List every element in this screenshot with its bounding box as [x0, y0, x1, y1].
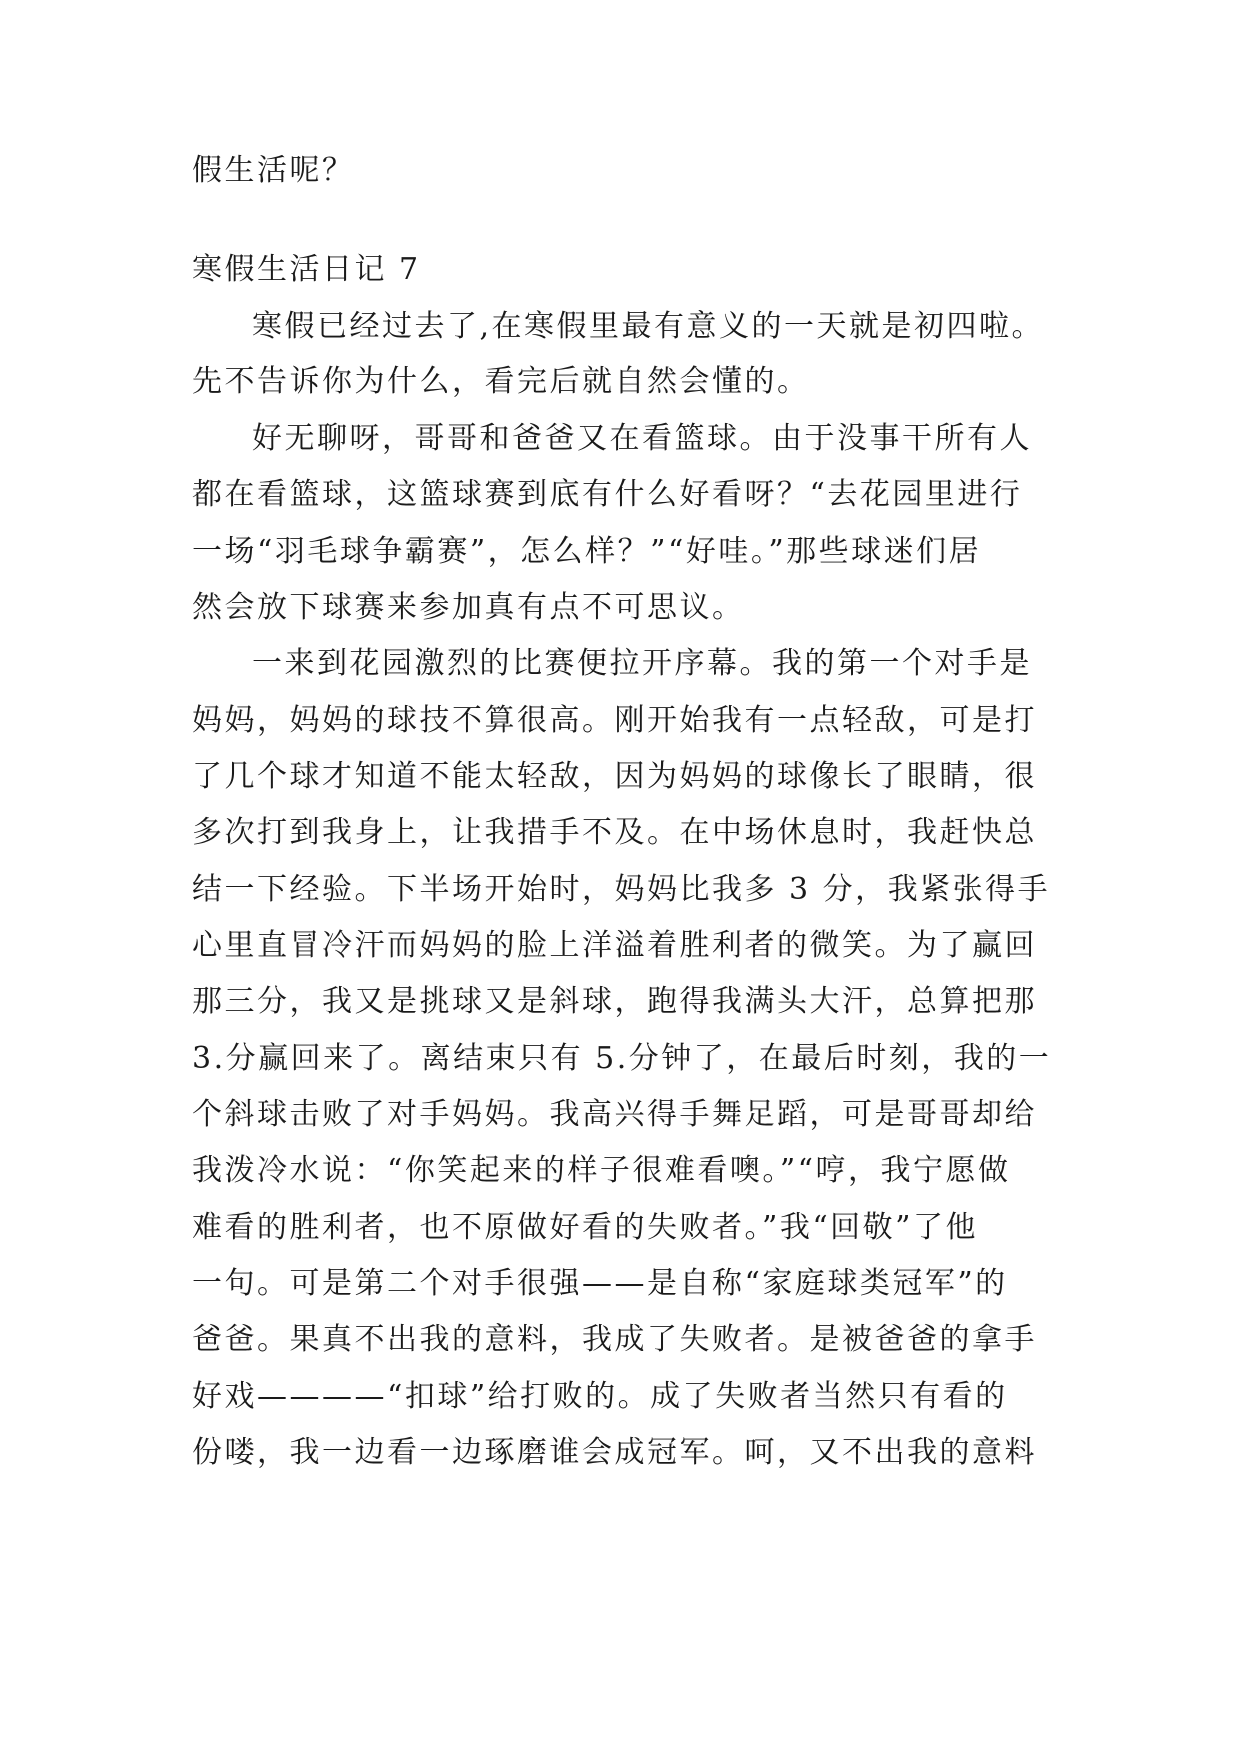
paragraph-line: 心里直冒冷汗而妈妈的脸上洋溢着胜利者的微笑。为了赢回 [192, 928, 1037, 963]
paragraph-line: 难看的胜利者，也不原做好看的失败者。”我“回敬”了他 [192, 1210, 979, 1245]
paragraph-line: 妈妈，妈妈的球技不算很高。刚开始我有一点轻敌，可是打 [192, 703, 1037, 738]
paragraph-line: 爸爸。果真不出我的意料，我成了失败者。是被爸爸的拿手 [192, 1322, 1037, 1357]
paragraph-line: 那三分，我又是挑球又是斜球，跑得我满头大汗，总算把那 [192, 984, 1037, 1019]
paragraph-line: 结一下经验。下半场开始时，妈妈比我多 3 分，我紧张得手 [192, 872, 1051, 907]
paragraph-line: 一场“羽毛球争霸赛”，怎么样？”“好哇。”那些球迷们居 [192, 534, 982, 569]
paragraph-line: 寒假已经过去了,在寒假里最有意义的一天就是初四啦。 [252, 309, 1045, 344]
paragraph-line: 多次打到我身上，让我措手不及。在中场休息时，我赶快总 [192, 815, 1037, 850]
paragraph-line: 一来到花园激烈的比赛便拉开序幕。我的第一个对手是 [252, 646, 1032, 681]
paragraph-line: 一句。可是第二个对手很强——是自称“家庭球类冠军”的 [192, 1266, 1008, 1301]
paragraph-line: 然会放下球赛来参加真有点不可思议。 [192, 590, 745, 625]
text-line-continuation: 假生活呢？ [192, 153, 355, 188]
paragraph-line: 都在看篮球，这篮球赛到底有什么好看呀？“去花园里进行 [192, 477, 1023, 512]
paragraph-line: 好戏————“扣球”给打败的。成了失败者当然只有看的 [192, 1379, 1008, 1414]
paragraph-line: 个斜球击败了对手妈妈。我高兴得手舞足蹈，可是哥哥却给 [192, 1097, 1037, 1132]
paragraph-line: 我泼冷水说：“你笑起来的样子很难看噢。”“哼，我宁愿做 [192, 1153, 1011, 1188]
section-heading: 寒假生活日记 7 [192, 252, 421, 287]
paragraph-line: 了几个球才知道不能太轻敌，因为妈妈的球像长了眼睛，很 [192, 759, 1037, 794]
paragraph-line: 份喽，我一边看一边琢磨谁会成冠军。呵，又不出我的意料 [192, 1435, 1037, 1470]
paragraph-line: 好无聊呀，哥哥和爸爸又在看篮球。由于没事干所有人 [252, 421, 1032, 456]
paragraph-line: 先不告诉你为什么，看完后就自然会懂的。 [192, 364, 810, 399]
paragraph-line: 3.分赢回来了。离结束只有 5.分钟了，在最后时刻，我的一 [192, 1041, 1052, 1076]
